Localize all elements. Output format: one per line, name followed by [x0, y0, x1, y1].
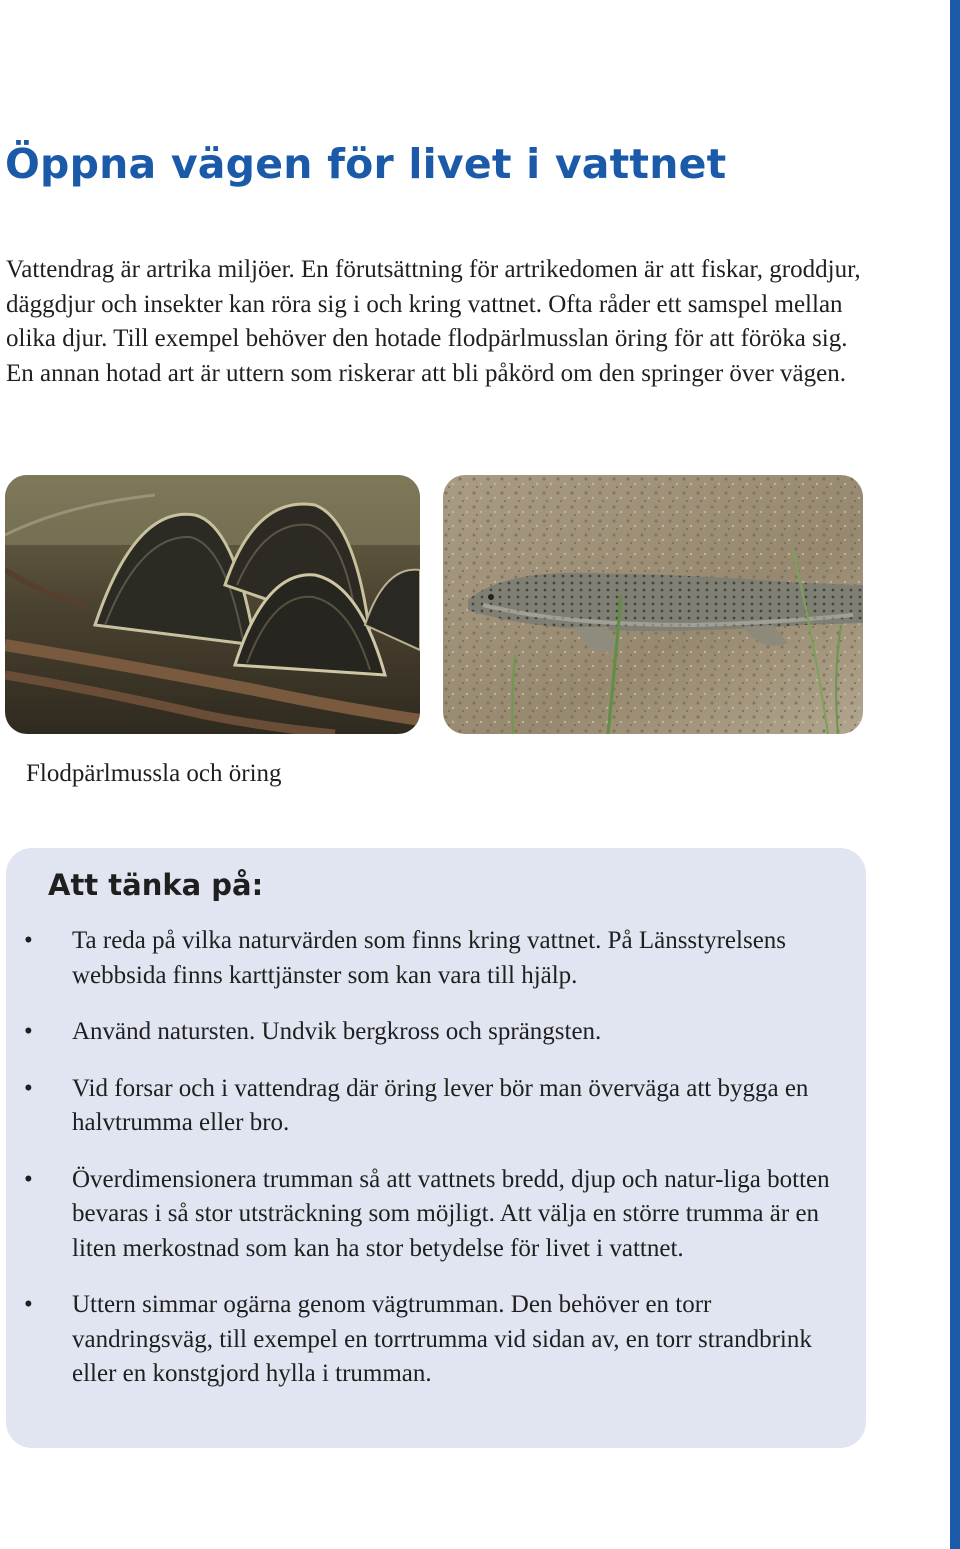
list-item	[6, 924, 856, 993]
tips-box	[6, 848, 866, 1448]
list-item-text: Vid forsar och i vattendrag där öring lever bör man överväga att bygga en halvtrumma eller bro.	[72, 1074, 809, 1136]
list-item	[6, 1288, 856, 1392]
bullet-marker: •	[24, 927, 33, 954]
list-item-text: Ta reda på vilka naturvärden som finns kring vattnet. På Länsstyrelsens webbsida finns karttjänster som kan vara till hjälp.	[72, 927, 787, 989]
page-title: Öppna vägen för livet i vattnet	[5, 140, 727, 188]
bullet-marker: •	[24, 1291, 33, 1318]
brown-trout-photo	[443, 475, 863, 734]
tips-list	[6, 924, 856, 1414]
list-item-text: Uttern simmar ogärna genom vägtrumman. Den behöver en torr vandringsväg, till exempel en torrtrumma vid sidan av, en torr strandbrink eller en konstgjord hylla i trumman.	[72, 1291, 812, 1387]
page-edge-bar	[950, 0, 960, 1549]
freshwater-pearl-mussel-photo	[5, 475, 420, 734]
intro-paragraph: Vattendrag är artrika miljöer. En förutsättning för artrikedomen är att fiskar, groddjur, däggdjur och insekter kan röra sig i och kring vattnet. Ofta råder ett samspel mellan olika djur. Till exempel behöver den hotade flodpärlmusslan öring för att föröka sig. En annan hotad art är uttern som riskerar att bli påkörd om den springer över vägen.	[6, 256, 861, 387]
photo-caption: Flodpärlmussla och öring	[26, 760, 282, 787]
list-item-text: Överdimensionera trumman så att vattnets bredd, djup och natur-liga botten bevaras i så stor utsträckning som möjligt. Att välja en större trumma är en liten merkostnad som kan ha stor betydelse för livet i vattnet.	[72, 1165, 830, 1262]
list-item	[6, 1072, 856, 1141]
bullet-marker: •	[24, 1018, 33, 1045]
list-item	[6, 1163, 856, 1267]
list-item	[6, 1015, 856, 1050]
tips-heading: Att tänka på:	[48, 868, 264, 902]
list-item-text: Använd natursten. Undvik bergkross och sprängsten.	[72, 1018, 602, 1045]
bullet-marker: •	[24, 1074, 33, 1102]
bullet-marker: •	[24, 1165, 33, 1193]
